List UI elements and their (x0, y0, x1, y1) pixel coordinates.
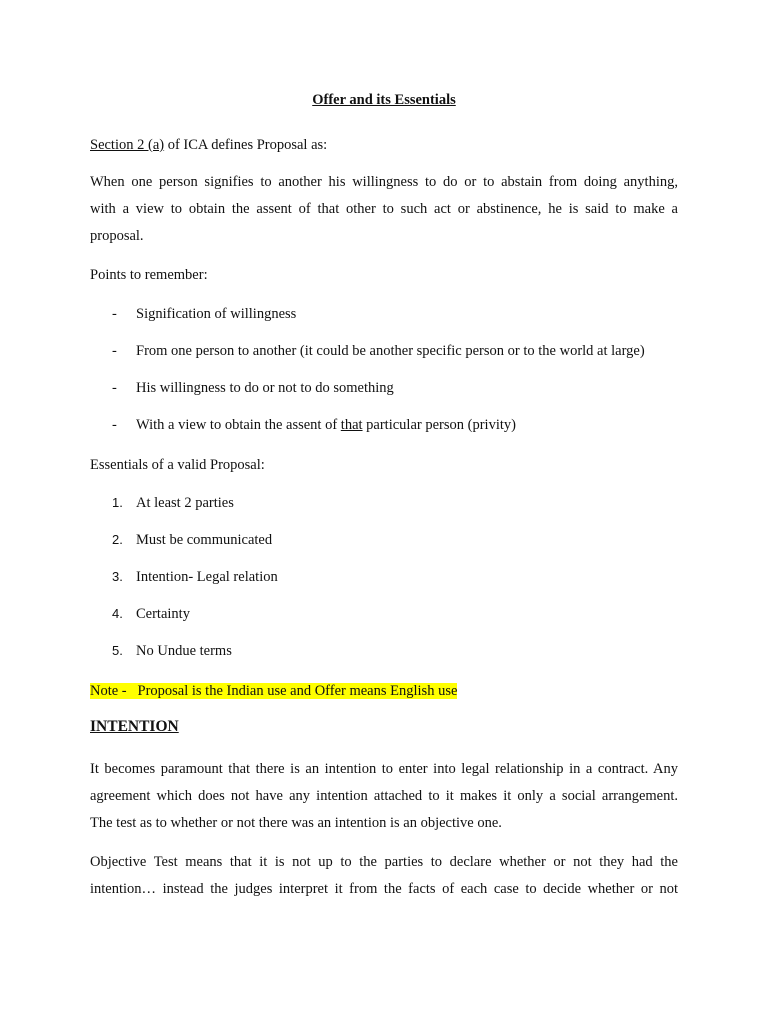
list-item: 3. Intention- Legal relation (112, 569, 278, 585)
list-item: 4. Certainty (112, 606, 190, 622)
list-item: 1. At least 2 parties (112, 495, 234, 511)
definition-line: with a view to obtain the assent of that other to such act or abstinence, he is said to make a (90, 201, 678, 217)
list-item: 2. Must be communicated (112, 532, 273, 548)
intro-rest: of ICA defines Proposal as: (164, 137, 328, 153)
title-text: Offer and its Essentials (312, 92, 456, 108)
section-reference: Section 2 (a) (90, 137, 165, 153)
list-item: 5. No Undue terms (112, 643, 232, 659)
page-title (0, 92, 768, 109)
definition-line: When one person signifies to another his willingness to do or to abstain from doing anything, (90, 174, 678, 190)
note-line (90, 678, 678, 705)
list-item: - From one person to another (it could be another specific person or to the world at large) (112, 343, 645, 359)
paragraph-line: intention… instead the judges interpret it from the facts of each case to decide whether or not (90, 881, 678, 897)
list-item: - Signification of willingness (112, 306, 297, 322)
list-item: - With a view to obtain the assent of that particular person (privity) (112, 417, 516, 433)
intention-heading: INTENTION (90, 718, 179, 735)
intro-line (90, 132, 678, 159)
list-item: - His willingness to do or not to do something (112, 380, 394, 396)
essentials-heading: Essentials of a valid Proposal: (90, 457, 265, 473)
paragraph-line: agreement which does not have any intention attached to it makes it only a social arrangement. (90, 788, 678, 804)
paragraph-line: It becomes paramount that there is an intention to enter into legal relationship in a contract. Any (90, 761, 678, 777)
paragraph-line: Objective Test means that it is not up to the parties to declare whether or not they had the (90, 854, 678, 870)
points-heading: Points to remember: (90, 267, 208, 283)
paragraph-line: The test as to whether or not there was an intention is an objective one. (90, 815, 502, 831)
highlighted-note: Note - Proposal is the Indian use and Offer means English use (90, 683, 458, 699)
definition-line: proposal. (90, 228, 144, 244)
